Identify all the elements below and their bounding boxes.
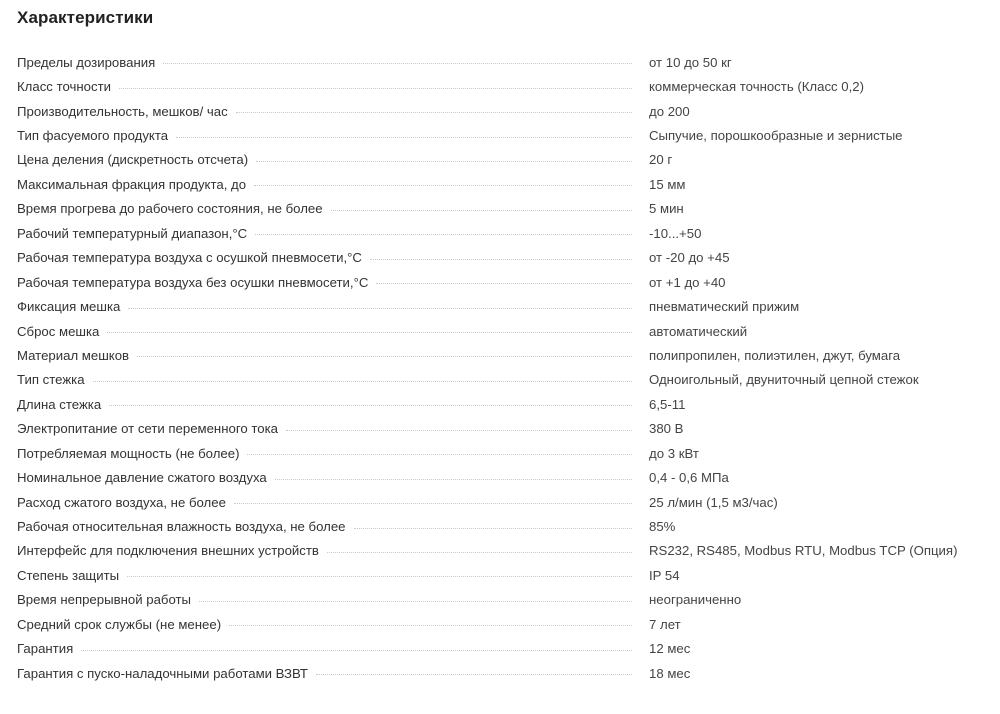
spec-value: 7 лет [649,616,681,632]
spec-name: Степень защиты [17,567,120,583]
spec-name-cell [17,592,632,607]
spec-name-cell [17,55,632,70]
spec-name-cell [17,617,632,632]
spec-row [17,514,983,538]
spec-name: Гарантия [17,641,74,657]
dotted-leader [163,63,632,64]
spec-value: до 200 [649,103,690,119]
dotted-leader [137,356,632,357]
spec-value: от -20 до +45 [649,250,730,266]
spec-name-cell [17,226,632,241]
spec-row [17,246,983,270]
spec-name: Гарантия с пуско-наладочными работами ВЗВТ [17,665,308,681]
spec-name-cell [17,568,632,583]
spec-value: пневматический прижим [649,299,800,315]
spec-row [17,563,983,587]
spec-value: 15 мм [649,176,686,192]
spec-name: Потребляемая мощность (не более) [17,445,240,461]
spec-value: 18 мес [649,665,691,681]
dotted-leader [316,674,632,675]
spec-value: RS232, RS485, Modbus RTU, Modbus TCP (Опция) [649,543,958,559]
dotted-leader [331,210,632,211]
spec-name: Расход сжатого воздуха, не более [17,494,226,510]
spec-name: Рабочая относительная влажность воздуха, не более [17,519,346,535]
spec-row [17,270,983,294]
spec-row [17,123,983,147]
spec-name-cell [17,495,632,510]
spec-name-cell [17,421,632,436]
spec-name-cell [17,348,632,363]
spec-row [17,612,983,636]
spec-name: Рабочая температура воздуха без осушки пневмосети,°С [17,274,369,290]
spec-name: Максимальная фракция продукта, до [17,176,247,192]
spec-value: 20 г [649,152,673,168]
spec-value: до 3 кВт [649,445,699,461]
spec-row [17,74,983,98]
spec-row [17,392,983,416]
dotted-leader [286,430,632,431]
spec-name: Интерфейс для подключения внешних устройств [17,543,319,559]
spec-value: 12 мес [649,641,691,657]
dotted-leader [275,479,632,480]
spec-name-cell [17,519,632,534]
spec-value: коммерческая точность (Класс 0,2) [649,79,865,95]
spec-name: Производительность, мешков/ час [17,103,228,119]
dotted-leader [370,259,632,260]
dotted-leader [128,308,632,309]
spec-name: Сброс мешка [17,323,100,339]
spec-row [17,343,983,367]
spec-name: Класс точности [17,79,111,95]
spec-name-cell [17,470,632,485]
spec-row [17,294,983,318]
spec-name-cell [17,177,632,192]
spec-name-cell [17,128,632,143]
spec-value: автоматический [649,323,748,339]
spec-name-cell [17,152,632,167]
dotted-leader [176,137,632,138]
dotted-leader [119,88,632,89]
spec-name-cell [17,299,632,314]
dotted-leader [376,283,632,284]
spec-row [17,490,983,514]
spec-name-cell [17,666,632,681]
dotted-leader [254,185,632,186]
spec-value: неограниченно [649,592,742,608]
dotted-leader [127,576,632,577]
spec-name-cell [17,372,632,387]
spec-value: Одноигольный, двуниточный цепной стежок [649,372,919,388]
spec-name-cell [17,641,632,656]
spec-name: Цена деления (дискретность отсчета) [17,152,249,168]
spec-value: от +1 до +40 [649,274,726,290]
spec-name: Тип стежка [17,372,85,388]
dotted-leader [109,405,632,406]
spec-value: 6,5-11 [649,396,686,412]
spec-name-cell [17,79,632,94]
spec-row [17,319,983,343]
spec-name: Номинальное давление сжатого воздуха [17,470,267,486]
spec-name-cell [17,543,632,558]
spec-name-cell [17,250,632,265]
dotted-leader [354,528,632,529]
spec-value: 85% [649,519,676,535]
spec-value: 380 В [649,421,684,437]
spec-row [17,50,983,74]
spec-name-cell [17,397,632,412]
spec-row [17,637,983,661]
spec-name-cell [17,324,632,339]
spec-name: Рабочий температурный диапазон,°С [17,225,248,241]
spec-row [17,99,983,123]
spec-name: Время непрерывной работы [17,592,192,608]
spec-value: IP 54 [649,567,680,583]
spec-name: Тип фасуемого продукта [17,128,169,144]
spec-value: -10...+50 [649,225,702,241]
spec-value: Сыпучие, порошкообразные и зернистые [649,128,903,144]
spec-name: Пределы дозирования [17,54,156,70]
spec-name: Длина стежка [17,396,102,412]
spec-value: 5 мин [649,201,684,217]
spec-name: Электропитание от сети переменного тока [17,421,278,437]
spec-row [17,588,983,612]
spec-value: 25 л/мин (1,5 м3/час) [649,494,778,510]
dotted-leader [327,552,632,553]
dotted-leader [229,625,632,626]
spec-row [17,172,983,196]
dotted-leader [256,161,632,162]
spec-name: Время прогрева до рабочего состояния, не более [17,201,323,217]
spec-name-cell [17,275,632,290]
spec-list [17,50,983,685]
spec-row [17,197,983,221]
dotted-leader [93,381,632,382]
spec-value: 0,4 - 0,6 МПа [649,470,729,486]
spec-name-cell [17,446,632,461]
spec-row [17,148,983,172]
spec-row [17,539,983,563]
spec-row [17,441,983,465]
dotted-leader [107,332,632,333]
dotted-leader [199,601,632,602]
spec-name: Рабочая температура воздуха с осушкой пневмосети,°С [17,250,362,266]
dotted-leader [247,454,632,455]
spec-row [17,221,983,245]
spec-row [17,368,983,392]
spec-value: от 10 до 50 кг [649,54,732,70]
spec-name: Фиксация мешка [17,299,121,315]
spec-value: полипропилен, полиэтилен, джут, бумага [649,347,901,363]
dotted-leader [81,650,632,651]
spec-name: Материал мешков [17,347,130,363]
spec-name-cell [17,104,632,119]
dotted-leader [234,503,632,504]
dotted-leader [255,234,632,235]
spec-row [17,465,983,489]
spec-name: Средний срок службы (не менее) [17,616,222,632]
dotted-leader [236,112,632,113]
spec-name-cell [17,201,632,216]
section-title: Характеристики [17,8,154,27]
spec-row [17,661,983,685]
spec-row [17,417,983,441]
